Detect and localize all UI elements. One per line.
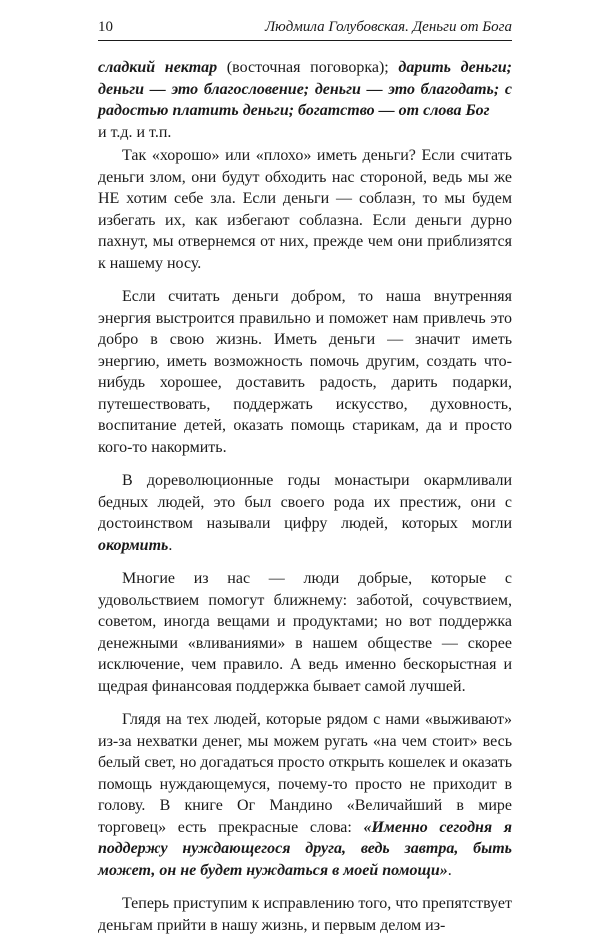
text-run: (восточная поговорка); — [217, 59, 399, 76]
paragraph-3 — [98, 470, 512, 556]
running-header — [98, 18, 512, 41]
page-number: 10 — [98, 19, 113, 35]
text-run: и т.д. и т.п. — [98, 123, 172, 141]
paragraph-2: Если считать деньги добром, то наша внутренняя энергия выстроится правильно и поможет нам привлечь это добро в свою жизнь. Иметь деньги — значит иметь энергию, иметь возможность помочь другим, создать что-нибудь хорошее, доставить радость, дарить подарки, путешествовать, поддержать искусство, духовность, воспитание детей, оказать помощь старикам, да и просто кого-то накормить. — [98, 288, 512, 456]
page-body — [98, 57, 512, 936]
paragraph-5 — [98, 709, 512, 881]
bold-italic-word: окормить — [98, 536, 169, 554]
bold-italic-phrase: дарить деньги; деньги — это благословение; деньги — это благодать; с радостью платить деньги; богатство — от слова Бог — [98, 59, 513, 119]
text-run: Глядя на тех людей, которые рядом с нами «выживают» из-за нехватки денег, мы можем ругать «на чем стоит» весь белый свет, но догадаться просто открыть кошелек и оказать помощь нуждающемуся, почему-то просто не приходит в голову. В книге Ог Мандино «Величайший в мире торговец» есть прекрасные слова: — [98, 711, 512, 836]
text-run: . — [168, 536, 173, 554]
running-title: Людмила Голубовская. Деньги от Бога — [264, 19, 512, 35]
bold-italic-phrase: сладкий нектар — [98, 59, 218, 76]
paragraph-0-tail — [98, 122, 512, 144]
paragraph-1: Так «хорошо» или «плохо» иметь деньги? Если считать деньги злом, они будут обходить нас стороной, ведь мы же НЕ хотим себе зла. Если деньги — соблазн, то мы будем избегать их, как избегают соблазна. Если деньги дурно пахнут, мы отвернемся от них, прежде чем они приблизятся к нашему носу. — [98, 147, 512, 272]
text-run: . — [447, 861, 452, 879]
paragraph-0 — [98, 57, 512, 122]
paragraph-6: Теперь приступим к исправлению того, что препятствует деньгам прийти в нашу жизнь, и первым делом из- — [98, 895, 512, 934]
paragraph-4: Многие из нас — люди добрые, которые с удовольствием помогут ближнему: заботой, сочувствием, советом, иногда вещами и продуктами; но вот поддержка денежными «вливаниями» в нашем обществе — скорее исключение, чем правило. А ведь именно бескорыстная и щедрая финансовая поддержка бывает самой лучшей. — [98, 570, 512, 695]
bold-italic-quote: «Именно сегодня я поддержу нуждающегося друга, ведь завтра, быть может, он не будет нуждаться в моей помощи» — [98, 818, 512, 879]
text-run: В дореволюционные годы монастыри окармливали бедных людей, это был своего рода их престиж, они с достоинством называли цифру людей, которых могли — [98, 472, 512, 532]
